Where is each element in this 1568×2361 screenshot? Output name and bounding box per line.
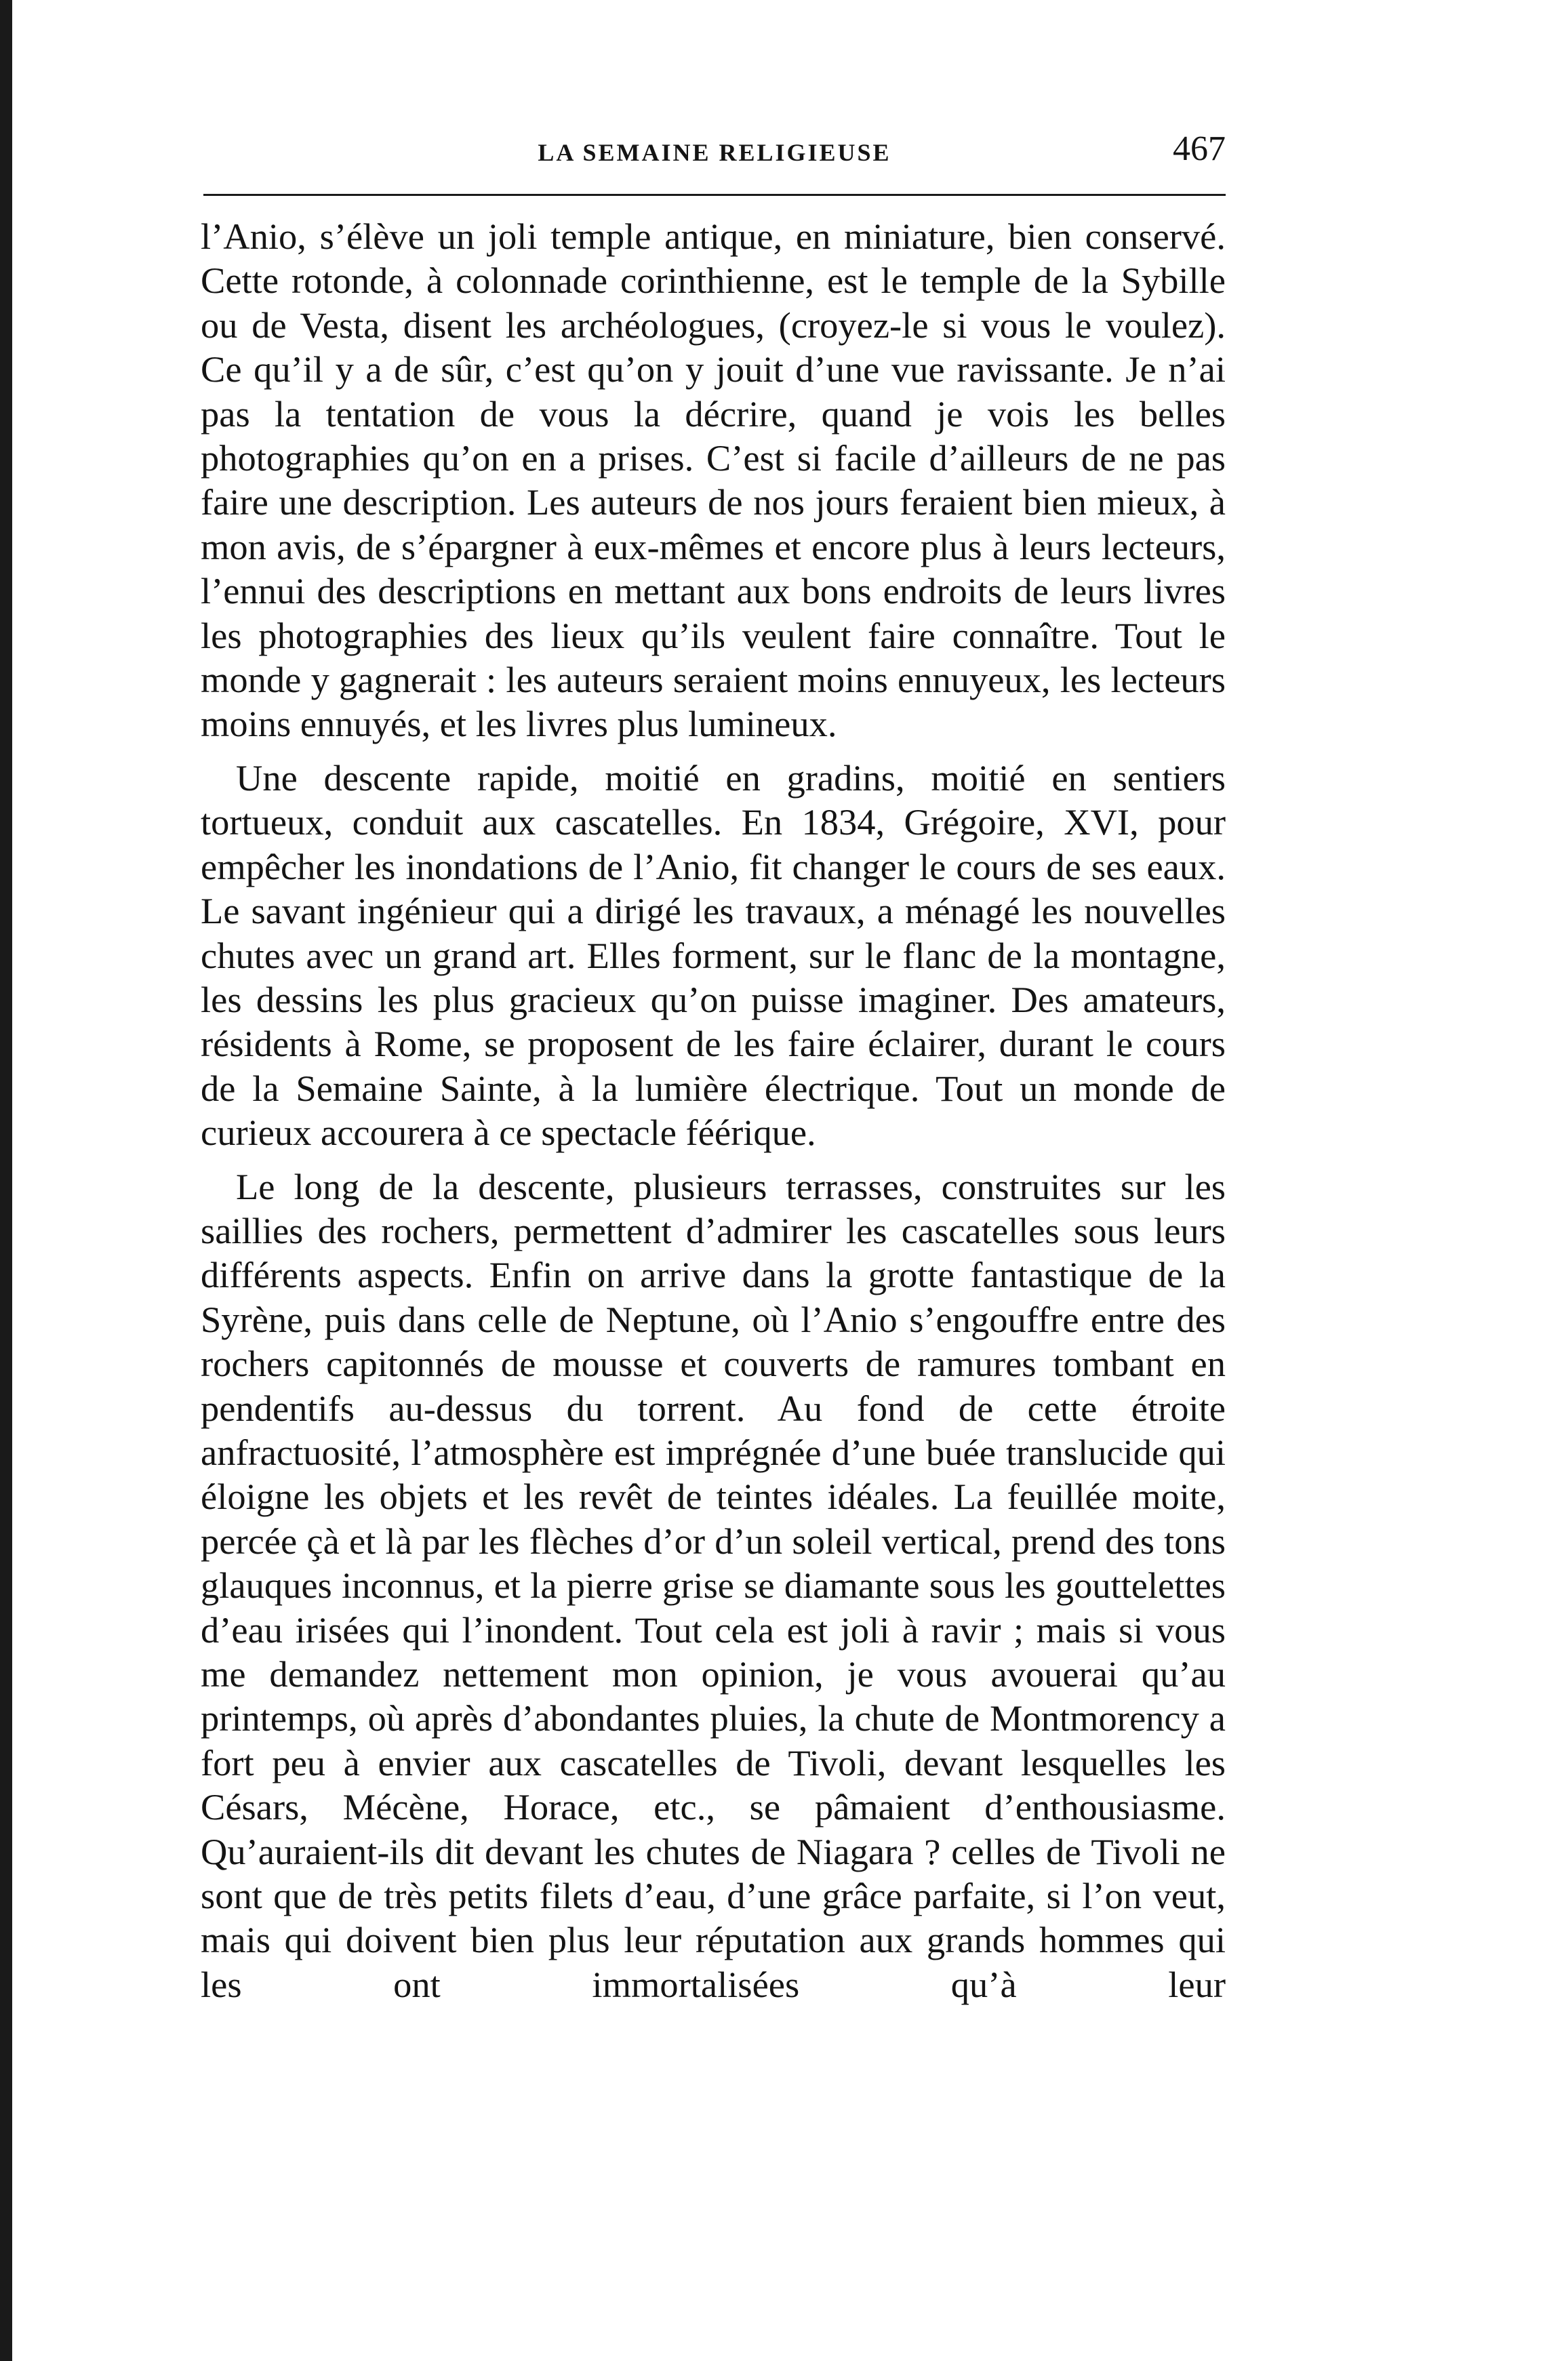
body-text xyxy=(201,214,1226,2006)
running-title: LA SEMAINE RELIGIEUSE xyxy=(538,139,891,166)
paragraph-2: Une descente rapide, moitié en gradins, moitié en sentiers tortueux, conduit aux cascatelles. En 1834, Grégoire, XVI, pour empêcher les inondations de l’Anio, fit changer le cours de ses eaux. Le savant ingénieur qui a dirigé les travaux, a ménagé les nouvelles chutes avec un grand art. Elles forment, sur le flanc de la montagne, les dessins les plus gracieux qu’on puisse imaginer. Des amateurs, résidents à Rome, se proposent de les faire éclairer, durant le cours de la Semaine Sainte, à la lumière électrique. Tout un monde de curieux accourera à ce spectacle féérique. xyxy=(201,756,1226,1154)
paragraph-1: l’Anio, s’élève un joli temple antique, en miniature, bien conservé. Cette rotonde, à colonnade corinthienne, est le temple de la Sybille ou de Vesta, disent les archéologues, (croyez-le si vous le voulez). Ce qu’il y a de sûr, c’est qu’on y jouit d’une vue ravissante. Je n’ai pas la tentation de vous la décrire, quand je vois les belles photographies qu’on en a prises. C’est si facile d’ailleurs de ne pas faire une description. Les auteurs de nos jours feraient bien mieux, à mon avis, de s’épargner à eux-mêmes et encore plus à leurs lecteurs, l’ennui des descriptions en mettant aux bons endroits de leurs livres les photographies des lieux qu’ils veulent faire connaître. Tout le monde y gagnerait : les auteurs seraient moins ennuyeux, les lecteurs moins ennuyés, et les livres plus lumineux. xyxy=(201,216,1226,745)
scan-edge xyxy=(0,0,12,2361)
page-header xyxy=(203,129,1226,196)
paragraph-3: Le long de la descente, plusieurs terrasses, construites sur les saillies des rochers, permettent d’admirer les cascatelles sous leurs différents aspects. Enfin on arrive dans la grotte fantastique de la Syrène, puis dans celle de Neptune, où l’Anio s’engouffre entre des rochers capitonnés de mousse et couverts de ramures tombant en pendentifs au-dessus du torrent. Au fond de cette étroite anfractuosité, l’atmosphère est imprégnée d’une buée translucide qui éloigne les objets et les revêt de teintes idéales. La feuillée moite, percée çà et là par les flèches d’or d’un soleil vertical, prend des tons glauques inconnus, et la pierre grise se diamante sous les gouttelettes d’eau irisées qui l’inondent. Tout cela est joli à ravir ; mais si vous me demandez nettement mon opinion, je vous avouerai qu’au printemps, où après d’abondantes pluies, la chute de Montmorency a fort peu à envier aux cascatelles de Tivoli, devant lesquelles les Césars, Mécène, Horace, etc., se pâmaient d’enthousiasme. Qu’auraient-ils dit devant les chutes de Niagara ? celles de Tivoli ne sont que de très petits filets d’eau, d’une grâce parfaite, si l’on veut, mais qui doivent bien plus leur réputation aux grands hommes qui les ont immortalisées qu’à leur xyxy=(201,1165,1226,2005)
page-number: 467 xyxy=(1173,129,1226,168)
